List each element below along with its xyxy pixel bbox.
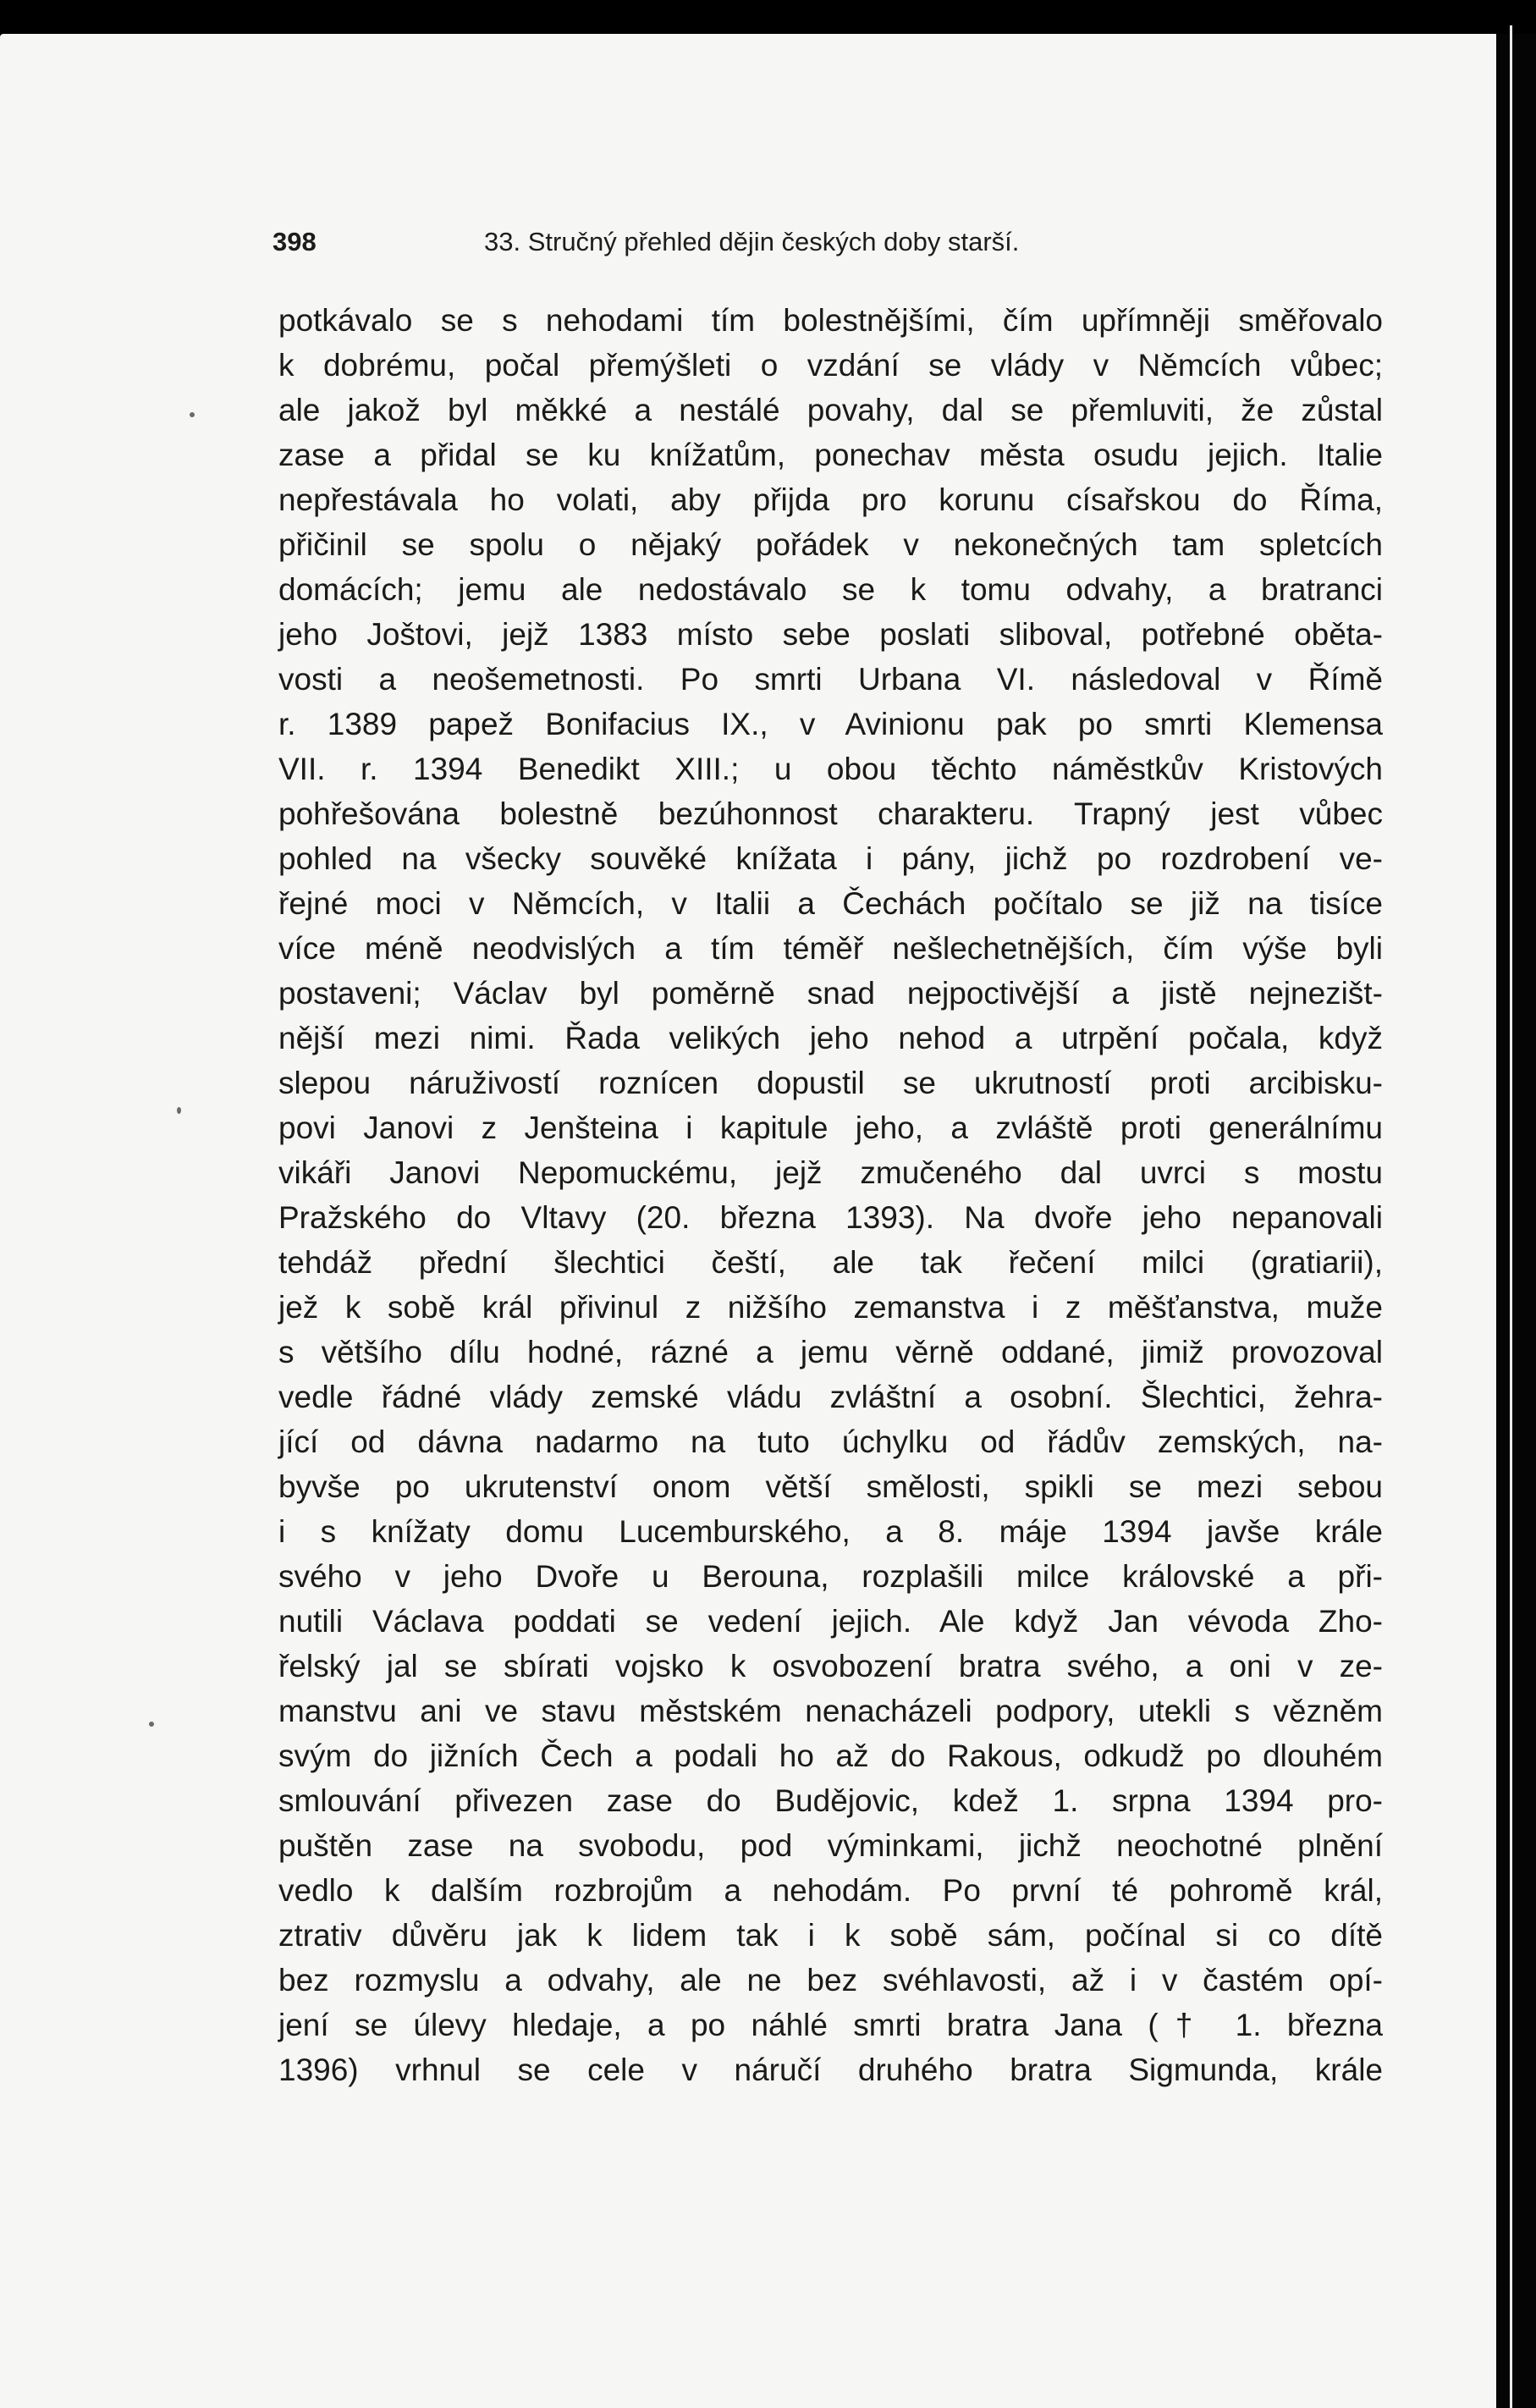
text-line: VII. r. 1394 Benedikt XIII.; u obou těchto náměstkův Kristových	[278, 752, 1383, 786]
body-text	[278, 298, 1383, 2092]
text-line: jeho Joštovi, jejž 1383 místo sebe poslati sliboval, potřebné oběta-	[278, 617, 1383, 652]
text-line: řelský jal se sbírati vojsko k osvobození bratra svého, a oni v ze-	[278, 1649, 1383, 1683]
text-line: slepou náruživostí roznícen dopustil se ukrutností proti arcibisku-	[278, 1066, 1383, 1100]
text-line: vosti a neošemetnosti. Po smrti Urbana VI. následoval v Římě	[278, 662, 1383, 697]
page-edge-line	[1510, 25, 1512, 2408]
text-line: potkávalo se s nehodami tím bolestnějšími, čím upřímněji směřovalo	[278, 303, 1383, 338]
scan-speck	[149, 1722, 154, 1727]
text-line: povi Janovi z Jenšteina i kapitule jeho, a zvláště proti generálnímu	[278, 1110, 1383, 1145]
text-line: bez rozmyslu a odvahy, ale ne bez svéhlavosti, až i v častém opí-	[278, 1963, 1383, 1997]
text-line: k dobrému, počal přemýšleti o vzdání se vlády v Němcích vůbec;	[278, 348, 1383, 383]
text-line: 1396) vrhnul se cele v náručí druhého bratra Sigmunda, krále	[278, 2053, 1383, 2087]
page-number: 398	[273, 227, 317, 256]
text-line: svým do jižních Čech a podali ho až do Rakous, odkudž po dlouhém	[278, 1738, 1383, 1773]
text-line: ale jakož byl měkké a nestálé povahy, dal se přemluviti, že zůstal	[278, 393, 1383, 427]
text-line: domácích; jemu ale nedostávalo se k tomu odvahy, a bratranci	[278, 572, 1383, 607]
text-line: přičinil se spolu o nějaký pořádek v nekonečných tam spletcích	[278, 527, 1383, 562]
text-line: jící od dávna nadarmo na tuto úchylku od řádův zemských, na-	[278, 1424, 1383, 1459]
scan-speck	[177, 1107, 181, 1114]
text-line: Pražského do Vltavy (20. března 1393). Na dvoře jeho nepanovali	[278, 1200, 1383, 1235]
text-line: nepřestávala ho volati, aby přijda pro korunu císařskou do Říma,	[278, 482, 1383, 517]
text-line: vikáři Janovi Nepomuckému, jejž zmučeného dal uvrci s mostu	[278, 1155, 1383, 1190]
text-line: zase a přidal se ku knížatům, ponechav města osudu jejich. Italie	[278, 438, 1383, 472]
text-line: řejné moci v Němcích, v Italii a Čechách počítalo se již na tisíce	[278, 886, 1383, 921]
running-header	[273, 227, 1246, 261]
text-line: pohled na všecky souvěké knížata i pány, jichž po rozdrobení ve-	[278, 841, 1383, 876]
text-line: r. 1389 papež Bonifacius IX., v Avinionu pak po smrti Klemensa	[278, 707, 1383, 741]
text-line: s většího dílu hodné, rázné a jemu věrně oddané, jimiž provozoval	[278, 1335, 1383, 1369]
text-line: vedle řádné vlády zemské vládu zvláštní a osobní. Šlechtici, žehra-	[278, 1380, 1383, 1414]
text-line: více méně neodvislých a tím téměř nešlechetnějších, čím výše byli	[278, 931, 1383, 966]
text-line: ztrativ důvěru jak k lidem tak i k sobě sám, počínal si co dítě	[278, 1918, 1383, 1953]
text-line: nější mezi nimi. Řada velikých jeho nehod a utrpění počala, když	[278, 1021, 1383, 1055]
running-title: 33. Stručný přehled dějin českých doby starší.	[484, 227, 1020, 256]
text-line: postaveni; Václav byl poměrně snad nejpoctivější a jistě nejnezišt-	[278, 976, 1383, 1011]
text-line: tehdáž přední šlechtici čeští, ale tak řečení milci (gratiarii),	[278, 1245, 1383, 1280]
text-line: i s knížaty domu Lucemburského, a 8. máje 1394 javše krále	[278, 1514, 1383, 1549]
text-line: puštěn zase na svobodu, pod výminkami, jichž neochotné plnění	[278, 1828, 1383, 1863]
text-line: vedlo k dalším rozbrojům a nehodám. Po první té pohromě král,	[278, 1873, 1383, 1908]
text-line: manstvu ani ve stavu městském nenacházeli podpory, utekli s vězněm	[278, 1694, 1383, 1728]
text-line: svého v jeho Dvoře u Berouna, rozplašili milce královské a při-	[278, 1559, 1383, 1594]
text-line: pohřešována bolestně bezúhonnost charakteru. Trapný jest vůbec	[278, 796, 1383, 831]
text-line: byvše po ukrutenství onom větší smělosti, spikli se mezi sebou	[278, 1469, 1383, 1504]
text-line: jení se úlevy hledaje, a po náhlé smrti bratra Jana († 1. března	[278, 2008, 1383, 2042]
scan-speck	[190, 412, 195, 417]
text-line: jež k sobě král přivinul z nižšího zemanstva i z měšťanstva, muže	[278, 1290, 1383, 1325]
scan-edge-shadow	[1496, 34, 1536, 2408]
text-line: nutili Václava poddati se vedení jejich. Ale když Jan vévoda Zho-	[278, 1604, 1383, 1639]
text-line: smlouvání přivezen zase do Budějovic, kdež 1. srpna 1394 pro-	[278, 1783, 1383, 1818]
